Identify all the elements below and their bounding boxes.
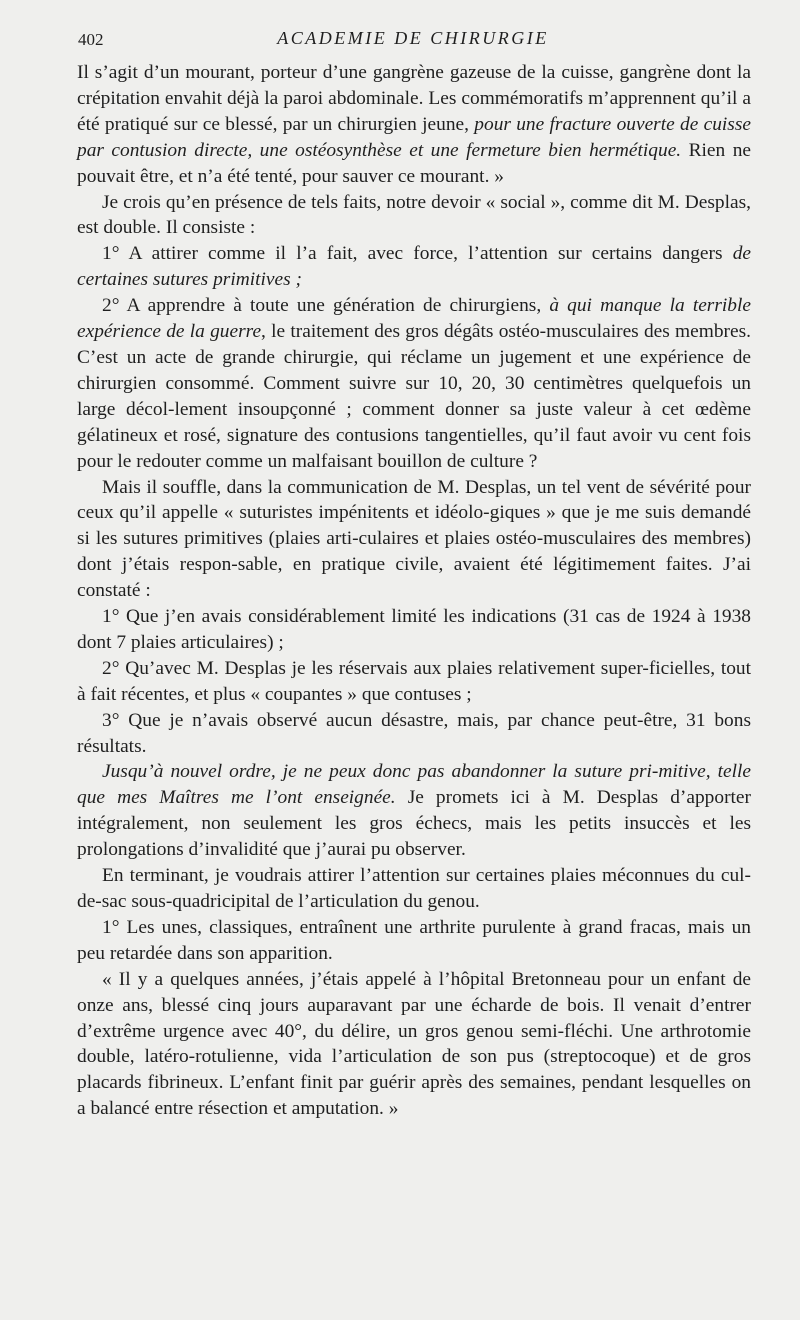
paragraph <box>77 759 751 863</box>
paragraph <box>77 604 751 656</box>
text-run: 2° A apprendre à toute une génération de chirurgiens, <box>102 295 550 317</box>
paragraph <box>77 241 751 293</box>
paragraph <box>77 863 751 915</box>
page-number: 402 <box>78 30 104 49</box>
text-run: « Il y a quelques années, j’étais appelé à l’hôpital Bretonneau pour un enfant de onze ans, blessé cinq jours auparavant par une écharde de bois. Il venait d’entrer d’extrême urgence avec 40°, du délire, un gros genou semi-fléchi. Une arthrotomie double, latéro-rotulienne, vida l’articulation de son pus (streptocoque) et de gros placards fibrineux. L’enfant finit par guérir après des semaines, pendant lesquelles on a balancé entre résection et amputation. » <box>77 968 751 1120</box>
text-run: Je promets ici à M. Desplas d’apporter intégralement, non seulement les gros échecs, mais les petits insuccès et les prolongations d’invalidité que j’aurai pu observer. <box>77 787 751 861</box>
italic-text: pour une fracture ouverte de cuisse par contusion directe, une ostéosynthèse et une fermeture bien hermétique. <box>77 113 752 161</box>
paragraph <box>77 967 751 1122</box>
text-run: En terminant, je voudrais attirer l’attention sur certaines plaies méconnues du cul-de-sac sous-quadricipital de l’articulation du genou. <box>77 865 751 912</box>
italic-text: Jusqu’à nouvel ordre, je ne peux donc pas abandonner la suture pri-mitive, telle que mes Maîtres me l’ont enseignée. <box>77 761 751 809</box>
text-run: Il s’agit d’un mourant, porteur d’une gangrène gazeuse de la cuisse, gangrène dont la crépitation envahit déjà la paroi abdominale. Les commémoratifs m’apprennent qu’il a été pratiqué sur ce blessé, par un chirurgien jeune, <box>77 62 751 135</box>
text-run: 1° A attirer comme il l’a fait, avec force, l’attention sur certains dangers <box>102 243 733 265</box>
paragraph <box>77 475 751 605</box>
italic-text: de certaines sutures primitives ; <box>77 243 751 291</box>
text-run: , le traitement des gros dégâts ostéo-musculaires des membres. C’est un acte de grande chirurgie, qui réclame un jugement et une expérience de chirurgien consommé. Comment suivre sur 10, 20, 30 centimètres quelquefois un large décol-lement insoupçonné ; comment donner sa juste valeur à cet œdème gélatineux et rosé, signature des contusions tangentielles, qu’il faut avoir vu cent fois pour le redouter comme un malfaisant bouillon de culture ? <box>77 321 751 472</box>
running-title: ACADEMIE DE CHIRURGIE <box>277 28 549 48</box>
paragraph <box>77 293 751 474</box>
paragraph <box>77 915 751 967</box>
text-run: 1° Que j’en avais considérablement limité les indications (31 cas de 1924 à 1938 dont 7 plaies articulaires) ; <box>77 606 751 653</box>
paragraph <box>77 656 751 708</box>
page-header <box>78 26 748 56</box>
body-text <box>77 60 751 1122</box>
italic-text: à qui manque la terrible expérience de la guerre <box>77 295 751 343</box>
paragraph <box>77 190 751 242</box>
text-run: 1° Les unes, classiques, entraînent une arthrite purulente à grand fracas, mais un peu retardée dans son apparition. <box>77 916 751 964</box>
text-run: Mais il souffle, dans la communication de M. Desplas, un tel vent de sévérité pour ceux qu’il appelle « suturistes impénitents et idéolo-giques » que je me suis demandé si les sutures primitives (plaies arti-culaires et plaies ostéo-musculaires des membres) dont j’étais respon-sable, en pratique civile, avaient été légitimement faites. J’ai constaté : <box>77 476 751 602</box>
paragraph <box>77 708 751 760</box>
text-run: 2° Qu’avec M. Desplas je les réservais aux plaies relativement super-ficielles, tout à fait récentes, et plus « coupantes » que contuses ; <box>77 657 751 705</box>
paragraph <box>77 60 751 190</box>
text-run: 3° Que je n’avais observé aucun désastre, mais, par chance peut-être, 31 bons résultats. <box>77 709 751 757</box>
text-run: Rien ne pouvait être, et n’a été tenté, pour sauver ce mourant. » <box>77 139 751 187</box>
text-run: Je crois qu’en présence de tels faits, notre devoir « social », comme dit M. Desplas, est double. Il consiste : <box>77 191 751 239</box>
